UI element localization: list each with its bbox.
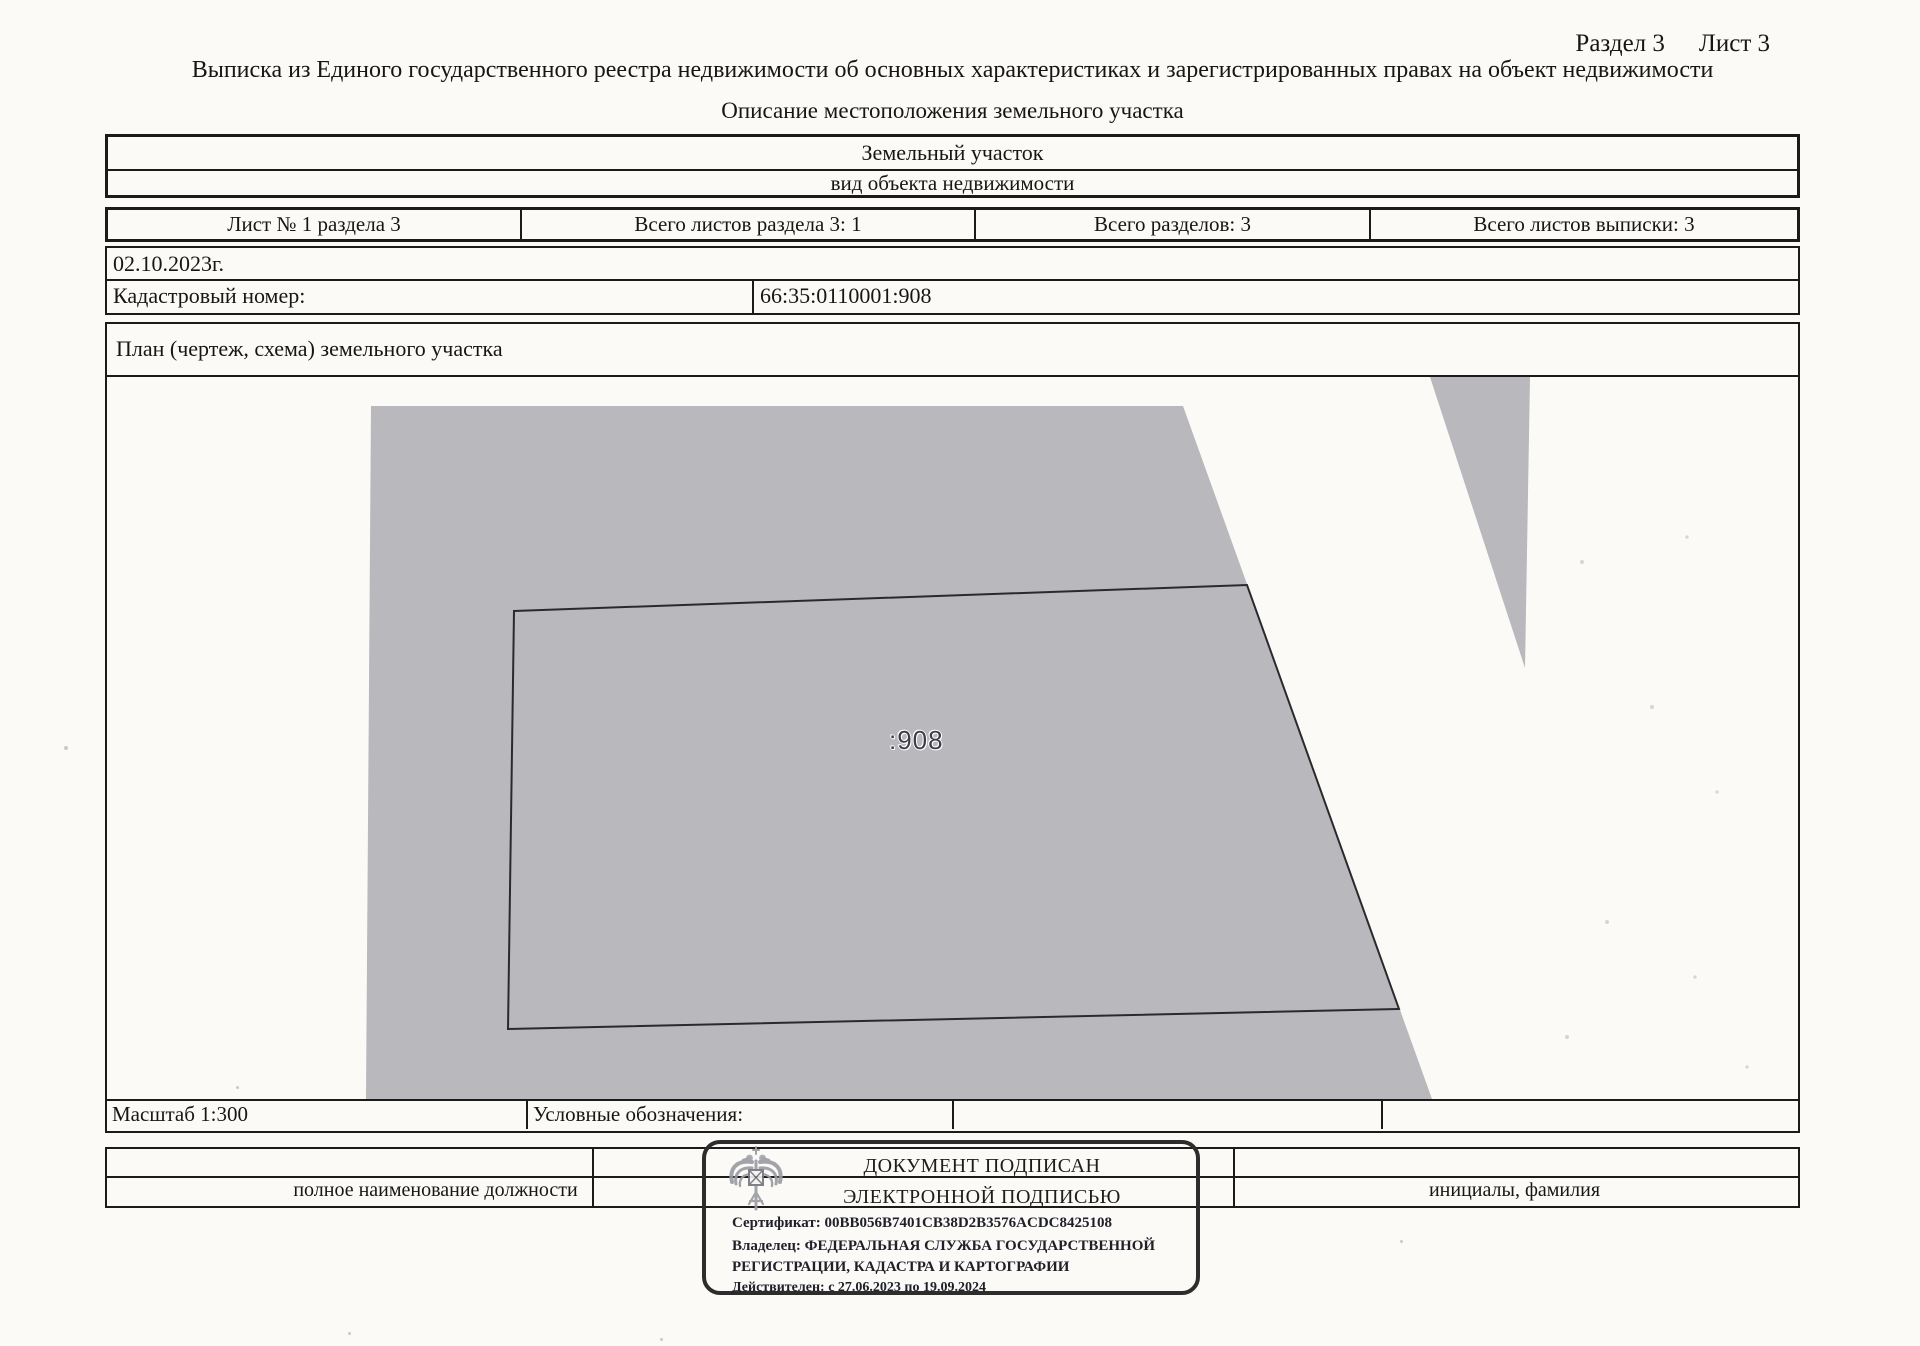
object-type-caption: вид объекта недвижимости	[830, 171, 1075, 195]
stamp-certificate: Сертификат: 00BB056B7401CB38D2B3576ACDC8425108	[732, 1215, 1113, 1231]
name-label: инициалы, фамилия	[1428, 1179, 1601, 1201]
sheet-counter-cell: Лист № 1 раздела 3	[227, 212, 401, 236]
adjacent-parcel-wedge-polygon	[1430, 377, 1530, 668]
legend-empty-cell	[1381, 1101, 1798, 1129]
parcel-plan-svg	[107, 377, 1798, 1099]
cadastral-number-label: Кадастровый номер:	[113, 283, 306, 308]
plan-caption: План (чертеж, схема) земельного участка	[107, 324, 1798, 377]
legend-empty-cell	[952, 1101, 1381, 1129]
signature-stamp	[702, 1140, 1200, 1295]
sheet-counter-cell: Всего листов раздела 3: 1	[520, 210, 974, 239]
document-title: Выписка из Единого государственного реестра недвижимости об основных характеристиках и зарегистрированных правах на объект недвижимости	[191, 57, 1714, 83]
section-number: Раздел 3	[1575, 30, 1665, 57]
plan-table	[105, 322, 1800, 1133]
legend-label: Условные обозначения:	[526, 1101, 952, 1129]
position-label: полное наименование должности	[293, 1179, 578, 1201]
plan-drawing-area	[107, 377, 1798, 1099]
stamp-owner-line2: РЕГИСТРАЦИИ, КАДАСТРА И КАРТОГРАФИИ	[732, 1259, 1070, 1275]
signature-table-divider	[592, 1149, 594, 1206]
sheet-number: Лист 3	[1698, 30, 1770, 57]
stamp-validity: Действителен: с 27.06.2023 по 19.09.2024	[732, 1280, 986, 1295]
scan-speck	[660, 1338, 663, 1341]
scan-speckles	[1565, 535, 1749, 1068]
stamp-owner-line1: Владелец: ФЕДЕРАЛЬНАЯ СЛУЖБА ГОСУДАРСТВЕННОЙ	[732, 1238, 1156, 1254]
object-type-table	[105, 134, 1800, 198]
stamp-title-line1: ДОКУМЕНТ ПОДПИСАН	[863, 1155, 1101, 1177]
cadastral-number-value: 66:35:0110001:908	[752, 281, 1798, 313]
sheets-counters-table	[105, 207, 1800, 242]
extract-date: 02.10.2023г.	[107, 248, 1798, 281]
signature-table-divider	[1233, 1149, 1235, 1206]
object-type-value: Земельный участок	[108, 137, 1797, 171]
scan-speck	[64, 746, 68, 750]
scan-speck	[348, 1332, 351, 1335]
parcel-number-label: :908	[889, 725, 944, 755]
section-sheet-header	[1490, 30, 1770, 58]
document-subtitle: Описание местоположения земельного участка	[721, 98, 1184, 123]
scan-speck	[1400, 1240, 1403, 1243]
scale-legend-row	[107, 1099, 1798, 1129]
sheet-counter-cell: Всего листов выписки: 3	[1369, 210, 1797, 239]
scan-speck	[236, 1086, 239, 1089]
stamp-title-line2: ЭЛЕКТРОННОЙ ПОДПИСЬЮ	[843, 1186, 1121, 1208]
sheet-counter-cell: Всего разделов: 3	[974, 210, 1369, 239]
meta-table	[105, 246, 1800, 315]
scale-label: Масштаб 1:300	[112, 1102, 249, 1126]
